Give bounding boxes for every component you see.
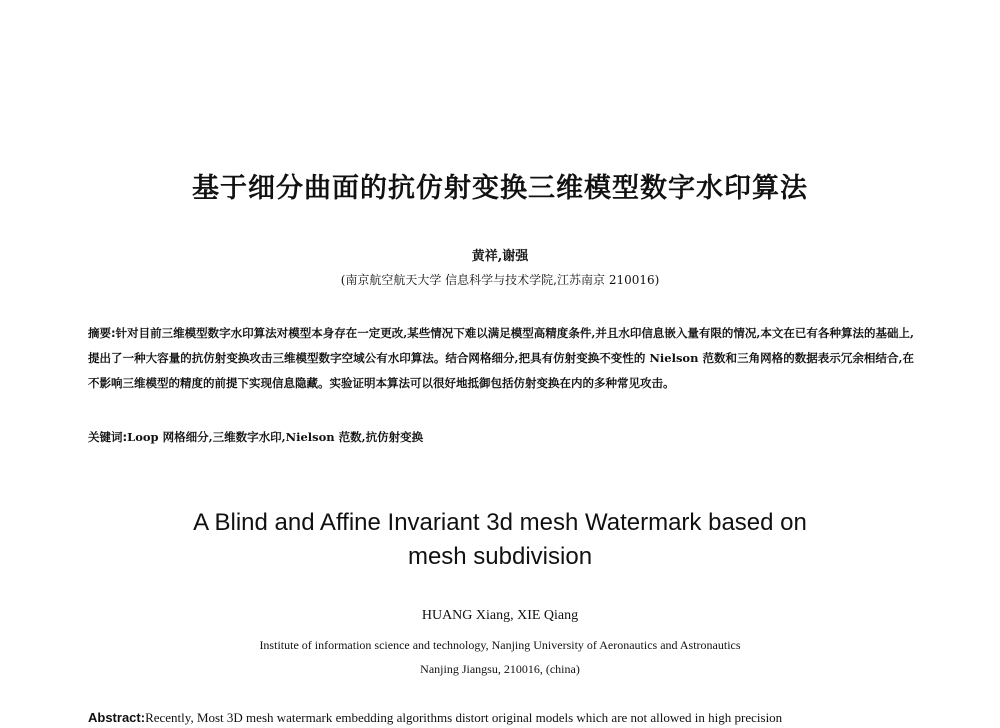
chinese-keywords-label: 关键词: xyxy=(88,430,128,444)
english-abstract xyxy=(88,710,914,726)
chinese-authors: 黄祥,谢强 xyxy=(471,249,529,264)
english-abstract-text: Recently, Most 3D mesh watermark embedding algorithms distort original models which are not allowed in high precision xyxy=(145,710,783,725)
english-title-line-2: mesh subdivision xyxy=(407,543,593,570)
english-affiliation-line-2: Nanjing Jiangsu, 210016, (china) xyxy=(420,662,580,676)
english-authors: HUANG Xiang, XIE Qiang xyxy=(421,608,579,623)
english-abstract-label: Abstract: xyxy=(88,710,146,725)
chinese-abstract-label: 摘要: xyxy=(88,326,116,340)
chinese-abstract-text: 针对目前三维模型数字水印算法对模型本身存在一定更改,某些情况下难以满足模型高精度条件,并且水印信息嵌入量有限的情况,本文在已有各种算法的基础上,提出了一种大容量的抗仿射变换攻击三维模型数字空域公有水印算法。结合网格细分,把具有仿射变换不变性的 Nielson 范数和三角网格的数据表示冗余相结合,在不影响三维模型的精度的前提下实现信息隐藏。实验证明本算法可以很好地抵御包括仿射变换在内的多种常见攻击。 xyxy=(88,326,914,390)
chinese-title: 基于细分曲面的抗仿射变换三维模型数字水印算法 xyxy=(192,173,808,204)
chinese-abstract xyxy=(88,321,914,396)
chinese-keywords xyxy=(88,425,914,450)
english-affiliation-line-1: Institute of information science and technology, Nanjing University of Aeronautics and Astronautics xyxy=(259,638,741,652)
english-title-line-1: A Blind and Affine Invariant 3d mesh Watermark based on xyxy=(193,509,807,536)
chinese-affiliation: (南京航空航天大学 信息科学与技术学院,江苏南京 210016) xyxy=(340,273,660,287)
chinese-keywords-text: Loop 网格细分,三维数字水印,Nielson 范数,抗仿射变换 xyxy=(127,430,424,444)
english-title xyxy=(0,506,1000,574)
